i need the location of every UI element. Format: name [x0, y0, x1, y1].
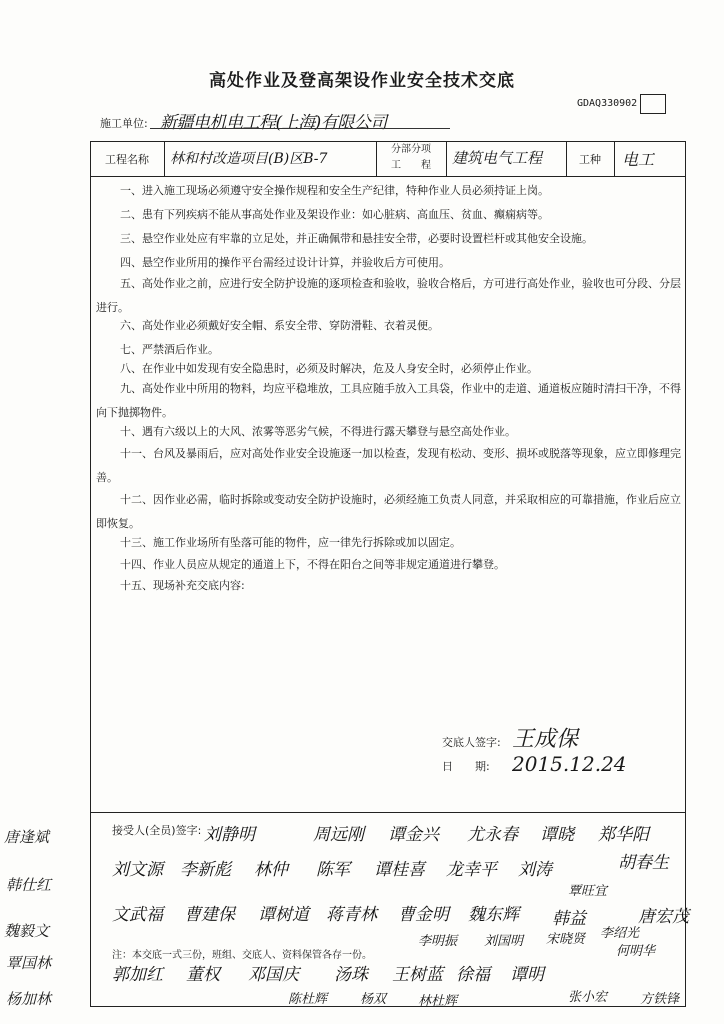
receiver-signature: 谭树道: [258, 905, 309, 925]
sub-project-value: 建筑电气工程: [452, 149, 543, 167]
receiver-signature: 徐福: [456, 965, 490, 985]
receiver-signature: 杨双: [360, 992, 387, 1007]
trade-label: 工种: [579, 152, 601, 166]
safety-item: 九、高处作业中所用的物料，均应平稳堆放，工具应随手放入工具袋，作业中的走道、通道板应随时清扫干净，不得向下抛掷物件。: [96, 382, 681, 419]
receiver-signature: 刘国明: [484, 934, 524, 949]
receiver-signature: 李明振: [418, 934, 458, 949]
divider: [164, 141, 165, 176]
receiver-signature: 王树蓝: [392, 965, 443, 985]
sub-project-label-line2: 工 程: [391, 160, 431, 171]
margin-signature: 唐逢斌: [4, 828, 50, 846]
safety-item: 十、遇有六级以上的大风、浓雾等恶劣气候，不得进行露天攀登与悬空高处作业。: [120, 425, 516, 438]
handover-date: 2015.12.24: [512, 752, 627, 776]
receiver-signature: 李绍光: [600, 926, 640, 941]
receiver-signature: 方铁锋: [640, 992, 680, 1007]
receiver-signature: 谭金兴: [388, 825, 439, 845]
sub-project-label: [376, 142, 446, 176]
receiver-signature: 谭桂喜: [374, 860, 425, 880]
receiver-signature: 林杜辉: [418, 994, 458, 1009]
receiver-signature: 郭加红: [112, 965, 163, 985]
safety-item: 六、高处作业必须戴好安全帽、系安全带、穿防滑鞋、衣着灵便。: [120, 319, 439, 332]
receiver-signature: 蒋青林: [326, 905, 377, 925]
receiver-signature: 刘文源: [112, 860, 163, 880]
receiver-signature: 宋晓贤: [546, 932, 586, 947]
safety-item: 八、在作业中如发现有安全隐患时，必须及时解决，危及人身安全时，必须停止作业。: [120, 362, 538, 375]
handover-signer-label: 交底人签字:: [442, 736, 501, 749]
receiver-signature: 刘涛: [518, 860, 552, 880]
receiver-signature: 文武福: [112, 905, 163, 925]
document-code: GDAQ330902: [577, 98, 638, 109]
construction-unit-value: 新疆电机电工程(上海)有限公司: [160, 113, 387, 133]
receiver-signature: 龙幸平: [446, 860, 497, 880]
receiver-signature: 张小宏: [568, 990, 608, 1005]
receiver-signature: 郑华阳: [598, 825, 649, 845]
handover-date-label: 日 期:: [442, 760, 490, 773]
receiver-signature: 曹金明: [398, 905, 449, 925]
margin-signature: 杨加林: [6, 990, 52, 1008]
receiver-signature: 谭明: [510, 965, 544, 985]
safety-item: 十三、施工作业场所有坠落可能的物件，应一律先行拆除或加以固定。: [120, 536, 461, 549]
divider: [446, 141, 447, 176]
receiver-signature: 韩益: [552, 909, 586, 929]
receiver-signature: 尤永春: [467, 825, 518, 845]
project-name-label: 工程名称: [105, 152, 149, 166]
receiver-signature: 邓国庆: [248, 965, 299, 985]
handover-signature: 王成保: [512, 727, 579, 752]
project-name-value: 林和村改造项目(B)区B-7: [170, 151, 328, 167]
safety-item: 十一、台风及暴雨后，应对高处作业安全设施逐一加以检查，发现有松动、变形、损坏或脱落等现象，应立即修理完善。: [96, 447, 681, 484]
safety-item: 二、患有下列疾病不能从事高处作业及架设作业：如心脏病、高血压、贫血、癫痫病等。: [120, 208, 549, 221]
receiver-signature: 陈杜辉: [288, 992, 328, 1007]
document-title: 高处作业及登高架设作业安全技术交底: [209, 71, 515, 91]
margin-signature: 魏毅文: [4, 922, 50, 940]
receiver-signature: 曹建保: [184, 905, 235, 925]
receiver-signature: 魏东辉: [468, 905, 519, 925]
margin-signature: 韩仕红: [6, 876, 52, 894]
receiver-signature: 李新彪: [180, 860, 231, 880]
trade-value: 电工: [622, 150, 655, 169]
safety-item: 一、进入施工现场必须遵守安全操作规程和安全生产纪律，特种作业人员必须持证上岗。: [120, 184, 549, 197]
header-row-bottom-line: [90, 176, 685, 177]
safety-item: 十二、因作业必需，临时拆除或变动安全防护设施时，必须经施工负责人同意，并采取相应的可靠措施，作业后应立即恢复。: [96, 493, 681, 530]
safety-item: 四、悬空作业所用的操作平台需经过设计计算，并验收后方可使用。: [120, 256, 450, 269]
receiver-signature: 周远刚: [313, 825, 364, 845]
receiver-signature: 谭晓: [540, 825, 574, 845]
margin-signature: 覃国林: [6, 954, 52, 972]
receiver-signature: 汤珠: [334, 965, 368, 985]
receiver-signature: 董权: [186, 965, 220, 985]
code-checkbox[interactable]: [640, 94, 666, 114]
receivers-label: 接受人(全员)签字:: [112, 824, 202, 837]
receiver-signature: 林仲: [254, 860, 288, 880]
safety-item: 十五、现场补充交底内容:: [120, 579, 245, 592]
divider: [614, 141, 615, 176]
sub-project-label-line1: 分部分项: [391, 144, 431, 155]
receiver-signature: 刘静明: [204, 825, 255, 845]
construction-unit-underline: [150, 128, 450, 129]
copy-note: 注：本交底一式三份，班组、交底人、资料保管各存一份。: [112, 950, 372, 961]
receiver-signature: 胡春生: [618, 853, 669, 873]
receiver-signature: 唐宏茂: [638, 907, 689, 927]
receiver-signature: 陈军: [316, 860, 350, 880]
construction-unit-label: 施工单位:: [100, 117, 148, 130]
safety-item: 七、严禁酒后作业。: [120, 343, 219, 356]
receiver-signature: 何明华: [616, 944, 656, 959]
receivers-divider-line: [90, 812, 685, 813]
safety-item: 三、悬空作业处应有牢靠的立足处，并正确佩带和悬挂安全带，必要时设置栏杆或其他安全设施。: [120, 232, 593, 245]
receiver-signature: 覃旺宜: [568, 884, 608, 899]
safety-item: 十四、作业人员应从规定的通道上下，不得在阳台之间等非规定通道进行攀登。: [120, 558, 505, 571]
safety-item: 五、高处作业之前，应进行安全防护设施的逐项检查和验收，验收合格后，方可进行高处作业，验收也可分段、分层进行。: [96, 277, 681, 314]
